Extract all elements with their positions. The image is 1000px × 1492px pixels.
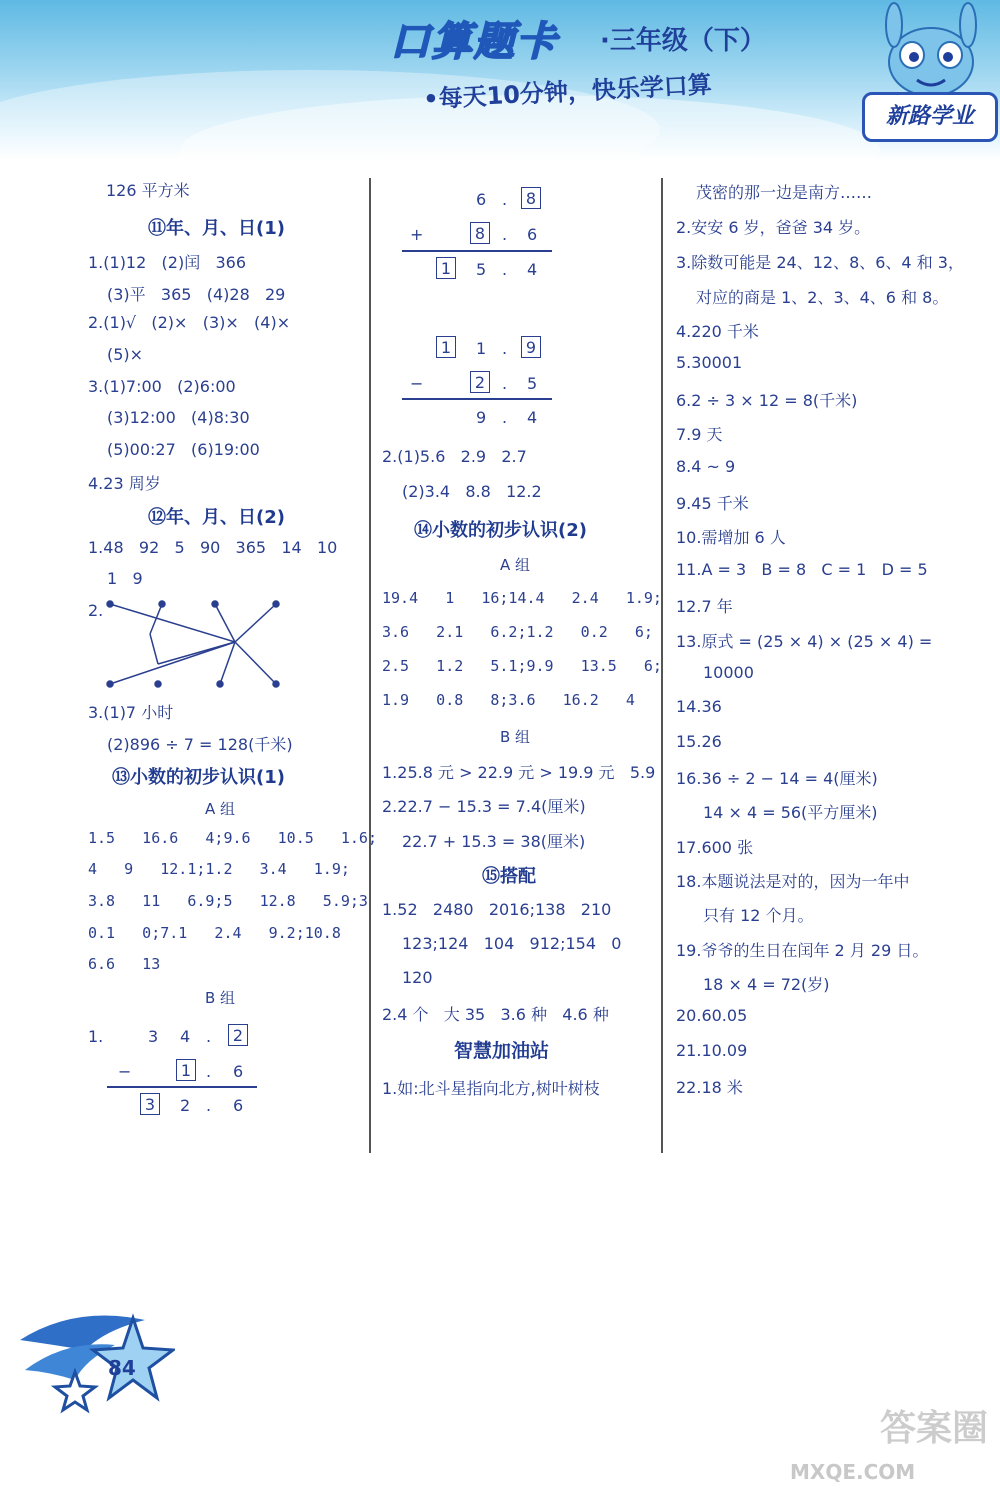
answer-line: 22.18 米 xyxy=(676,1078,743,1097)
answer-line: (2)896 ÷ 7 = 128(千米) xyxy=(107,735,293,754)
answer-line: 20.60.05 xyxy=(676,1006,748,1025)
answer-line: 2.(1)√ (2)× (3)× (4)× xyxy=(88,313,291,332)
page-number-badge xyxy=(15,1300,175,1420)
answer-line: 2.安安 6 岁，爸爸 34 岁。 xyxy=(676,218,871,237)
answer-line: 6.6 13 xyxy=(88,955,161,973)
answer-line: 1.9 0.8 8;3.6 16.2 4 xyxy=(382,691,635,709)
decimal-point: . xyxy=(206,1062,212,1081)
watermark-url: MXQE.COM xyxy=(790,1460,916,1484)
section-heading: 智慧加油站 xyxy=(454,1040,550,1062)
answer-line: 9.45 千米 xyxy=(676,494,749,513)
slogan: •每天10分钟，快乐学口算 xyxy=(422,70,713,114)
watermark: 答案圈 xyxy=(880,1407,989,1449)
group-label: A 组 xyxy=(205,800,236,818)
answer-line: 2.(1)5.6 2.9 2.7 xyxy=(382,447,527,466)
answer-line: 10.需增加 6 人 xyxy=(676,528,786,547)
calc-digit: 1 xyxy=(476,339,487,358)
answer-line: 1. xyxy=(88,1027,104,1046)
answer-line: (3)平 365 (4)28 29 xyxy=(107,285,286,304)
answer-line: 1.52 2480 2016;138 210 xyxy=(382,900,612,919)
calc-digit: 6 xyxy=(527,225,538,244)
answer-line: 2. xyxy=(88,601,104,620)
answer-box: 2 xyxy=(228,1024,248,1046)
answer-line: 22.7 + 15.3 = 38(厘米) xyxy=(402,832,586,851)
answer-box: 8 xyxy=(470,222,490,244)
calc-digit: 6 xyxy=(233,1062,244,1081)
decimal-point: . xyxy=(206,1096,212,1115)
book-title: 口算题卡 xyxy=(390,19,558,65)
decimal-point: . xyxy=(502,260,508,279)
answer-line: 1.(1)12 (2)闰 366 xyxy=(88,253,247,272)
answer-line: 1.如:北斗星指向北方,树叶树枝 xyxy=(382,1079,600,1098)
column-divider xyxy=(369,178,371,1153)
answer-line: 17.600 张 xyxy=(676,838,754,857)
answer-box: 9 xyxy=(521,336,541,358)
calc-digit: 3 xyxy=(148,1027,159,1046)
grade-label: ·三年级（下） xyxy=(600,26,766,56)
answer-line: 15.26 xyxy=(676,732,722,751)
answer-line: 3.6 2.1 6.2;1.2 0.2 6; xyxy=(382,623,653,641)
answer-line: 0.1 0;7.1 2.4 9.2;10.8 xyxy=(88,924,341,942)
answer-line: 只有 12 个月。 xyxy=(703,906,814,925)
mascot-icon xyxy=(872,0,990,100)
answer-line: 1.5 16.6 4;9.6 10.5 1.6; xyxy=(88,829,377,847)
decimal-point: . xyxy=(206,1027,212,1046)
decimal-point: . xyxy=(502,339,508,358)
answer-line: 120 xyxy=(402,968,433,987)
calc-digit: 5 xyxy=(527,374,538,393)
answer-line: 1.25.8 元 > 22.9 元 > 19.9 元 5.9 xyxy=(382,763,656,782)
answer-line: 18 × 4 = 72(岁) xyxy=(703,975,830,994)
decimal-point: . xyxy=(502,374,508,393)
answer-line: 21.10.09 xyxy=(676,1041,748,1060)
section-heading: ⑪年、月、日(1) xyxy=(148,218,285,239)
operator: − xyxy=(410,374,424,393)
calc-digit: 6 xyxy=(476,190,487,209)
calc-digit: 6 xyxy=(233,1096,244,1115)
answer-line: 19.4 1 16;14.4 2.4 1.9; xyxy=(382,589,662,607)
answer-line: 126 平方米 xyxy=(106,181,190,200)
calc-rule xyxy=(107,1086,257,1088)
answer-line: 2.4 个 大 35 3.6 种 4.6 种 xyxy=(382,1005,609,1024)
answer-line: 3.8 11 6.9;5 12.8 5.9;3 xyxy=(88,892,368,910)
answer-box: 2 xyxy=(470,371,490,393)
section-heading: ⑮搭配 xyxy=(482,866,536,887)
operator: + xyxy=(410,225,424,244)
group-label: B 组 xyxy=(500,728,531,746)
page-header xyxy=(0,0,1000,160)
answer-line: 13.原式 = (25 × 4) × (25 × 4) = xyxy=(676,632,933,651)
answer-line: 茂密的那一边是南方…… xyxy=(696,183,873,202)
answer-line: 19.爷爷的生日在闰年 2 月 29 日。 xyxy=(676,941,929,960)
operator: − xyxy=(118,1062,132,1081)
answer-line: 7.9 天 xyxy=(676,425,723,444)
answer-line: 2.5 1.2 5.1;9.9 13.5 6; xyxy=(382,657,662,675)
answer-line: 123;124 104 912;154 0 xyxy=(402,934,622,953)
answer-line: (5)00:27 (6)19:00 xyxy=(107,440,260,459)
answer-line: (2)3.4 8.8 12.2 xyxy=(402,482,542,501)
answer-box: 1 xyxy=(436,257,456,279)
answer-line: 14.36 xyxy=(676,697,722,716)
answer-line: 14 × 4 = 56(平方厘米) xyxy=(703,803,878,822)
answer-line: 8.4 ~ 9 xyxy=(676,457,736,476)
answer-line: 4.220 千米 xyxy=(676,322,759,341)
decimal-point: . xyxy=(502,408,508,427)
answer-box: 3 xyxy=(140,1093,160,1115)
calc-digit: 9 xyxy=(476,408,487,427)
answer-line: 对应的商是 1、2、3、4、6 和 8。 xyxy=(696,288,949,307)
answer-line: 2.22.7 − 15.3 = 7.4(厘米) xyxy=(382,797,586,816)
answer-line: 11.A = 3 B = 8 C = 1 D = 5 xyxy=(676,560,928,579)
answer-line: 3.(1)7:00 (2)6:00 xyxy=(88,377,236,396)
section-heading: ⑭小数的初步认识(2) xyxy=(414,520,587,541)
page-number: 84 xyxy=(108,1356,136,1380)
answer-box: 1 xyxy=(176,1059,196,1081)
answer-line: 10000 xyxy=(703,663,754,682)
answer-box: 1 xyxy=(436,336,456,358)
section-heading: ⑬小数的初步认识(1) xyxy=(112,767,285,788)
answer-line: 12.7 年 xyxy=(676,597,733,616)
publisher-logo: 新路学业 xyxy=(862,92,998,142)
group-label: B 组 xyxy=(205,989,236,1007)
answer-line: 16.36 ÷ 2 − 14 = 4(厘米) xyxy=(676,769,878,788)
calc-rule xyxy=(402,250,552,252)
calc-digit: 5 xyxy=(476,260,487,279)
calc-rule xyxy=(402,398,552,400)
calc-digit: 4 xyxy=(527,260,538,279)
answer-line: 1 9 xyxy=(107,569,143,588)
answer-line: 18.本题说法是对的，因为一年中 xyxy=(676,872,910,891)
calc-digit: 2 xyxy=(180,1096,191,1115)
answer-line: 1.48 92 5 90 365 14 10 xyxy=(88,538,338,557)
answer-box: 8 xyxy=(521,187,541,209)
decimal-point: . xyxy=(502,225,508,244)
group-label: A 组 xyxy=(500,556,531,574)
section-heading: ⑫年、月、日(2) xyxy=(148,507,285,528)
calc-digit: 4 xyxy=(180,1027,191,1046)
shooting-star-icon xyxy=(15,1300,175,1420)
answer-line: 4 9 12.1;1.2 3.4 1.9; xyxy=(88,860,350,878)
answer-line: 3.除数可能是 24、12、8、6、4 和 3， xyxy=(676,253,964,272)
answer-line: 5.30001 xyxy=(676,353,743,372)
calc-digit: 4 xyxy=(527,408,538,427)
answer-line: 6.2 ÷ 3 × 12 = 8(千米) xyxy=(676,391,858,410)
answer-line: (3)12:00 (4)8:30 xyxy=(107,408,250,427)
answer-line: 4.23 周岁 xyxy=(88,474,161,493)
answer-line: 3.(1)7 小时 xyxy=(88,703,174,722)
matching-diagram xyxy=(100,594,300,694)
decimal-point: . xyxy=(502,190,508,209)
answer-line: (5)× xyxy=(107,345,144,364)
